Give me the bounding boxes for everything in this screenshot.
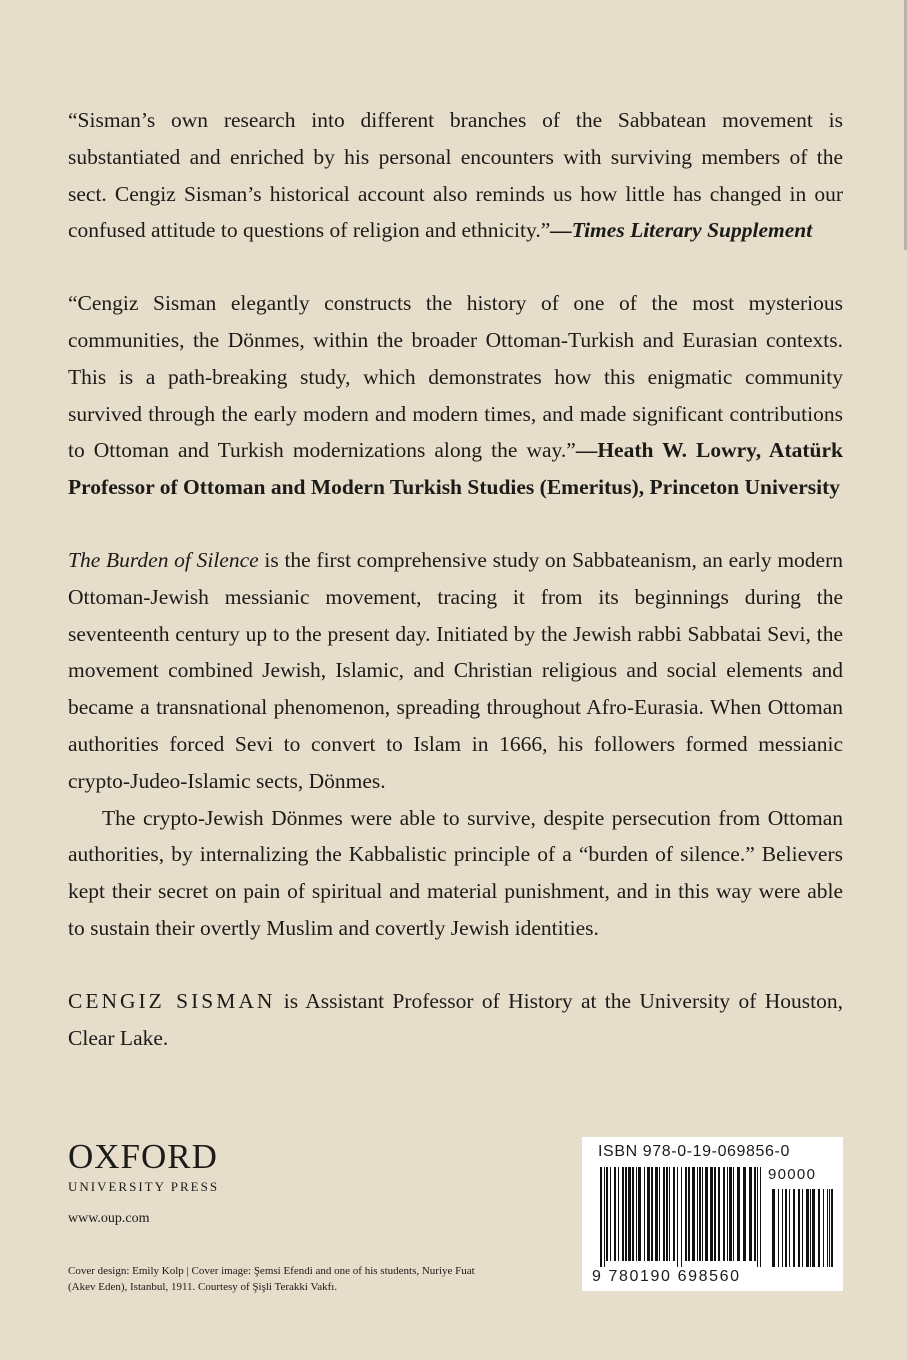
description-text: is the first comprehensive study on Sabbateanism, an early modern Ottoman-Jewish messianic movement, tracing it from its beginnings during the seventeenth century up to the present day. Initiated by the Jewish rabbi Sabbatai Sevi, the movement combined Jewish, Islamic, and Christian religious and social elements and became a transnational phenomenon, spreading throughout Afro-Eurasia. When Ottoman authorities forced Sevi to convert to Islam in 1666, his followers formed messianic crypto-Judeo-Islamic sects, Dönmes.: [68, 547, 844, 793]
cover-credits: Cover design: Emily Kolp | Cover image: Şemsi Efendi and one of his students, Nuriye Fuat (Akev Eden), Istanbul, 1911. Courtesy of Şişli Terakki Vakfı.: [68, 1265, 475, 1293]
blurb-quote: “Cengiz Sisman elegantly constructs the history of one of the most mysterious communities, the Dönmes, within the broader Ottoman-Turkish and Eurasian contexts. This is a path-breaking study, which demonstrates how this enigmatic community survived through the early modern and modern times, and made significant contributions to Ottoman and Turkish modernizations along the way.”: [68, 291, 843, 463]
blurb-heath-lowry: [68, 285, 843, 506]
author-bio-text: is Assistant Professor of History at the University of Houston, Clear Lake.: [68, 988, 843, 1050]
publisher-logo: [68, 1138, 219, 1196]
description-paragraph-2: The crypto-Jewish Dönmes were able to survive, despite persecution from Ottoman authorities, by internalizing the Kabbalistic principle of a “burden of silence.” Believers kept their secret on pain of spiritual and material punishment, and in this way were able to sustain their overtly Muslim and covertly Jewish identities.: [68, 805, 843, 940]
addon-digits: 90000: [768, 1166, 817, 1183]
publisher-website: www.oup.com: [68, 1211, 150, 1226]
barcode: [582, 1137, 843, 1291]
blurb-quote: “Sisman’s own research into different branches of the Sabbatean movement is substantiated and enriched by his personal encounters with surviving members of the sect. Cengiz Sisman’s historical account also reminds us how little has changed in our confused attitude to questions of religion and ethnicity.”: [68, 108, 843, 243]
blurb-attribution: —Heath W. Lowry, Atatürk Professor of Ottoman and Modern Turkish Studies (Emeritus), Princeton University: [68, 438, 843, 500]
back-cover-text: [68, 102, 843, 1056]
author-name: CENGIZ SISMAN: [68, 988, 276, 1013]
book-title: The Burden of Silence: [68, 547, 259, 572]
author-bio: [68, 983, 843, 1057]
ean-digits: 9 780190 698560: [592, 1268, 741, 1285]
isbn-label: ISBN 978-0-19-069856-0: [598, 1143, 790, 1160]
publisher-name: OXFORD: [68, 1137, 218, 1176]
blurb-times-literary-supplement: [68, 102, 843, 249]
blurb-attribution: —Times Literary Supplement: [550, 218, 813, 243]
publisher-subtitle: UNIVERSITY PRESS: [68, 1179, 220, 1194]
description-paragraph-1: [68, 542, 843, 800]
